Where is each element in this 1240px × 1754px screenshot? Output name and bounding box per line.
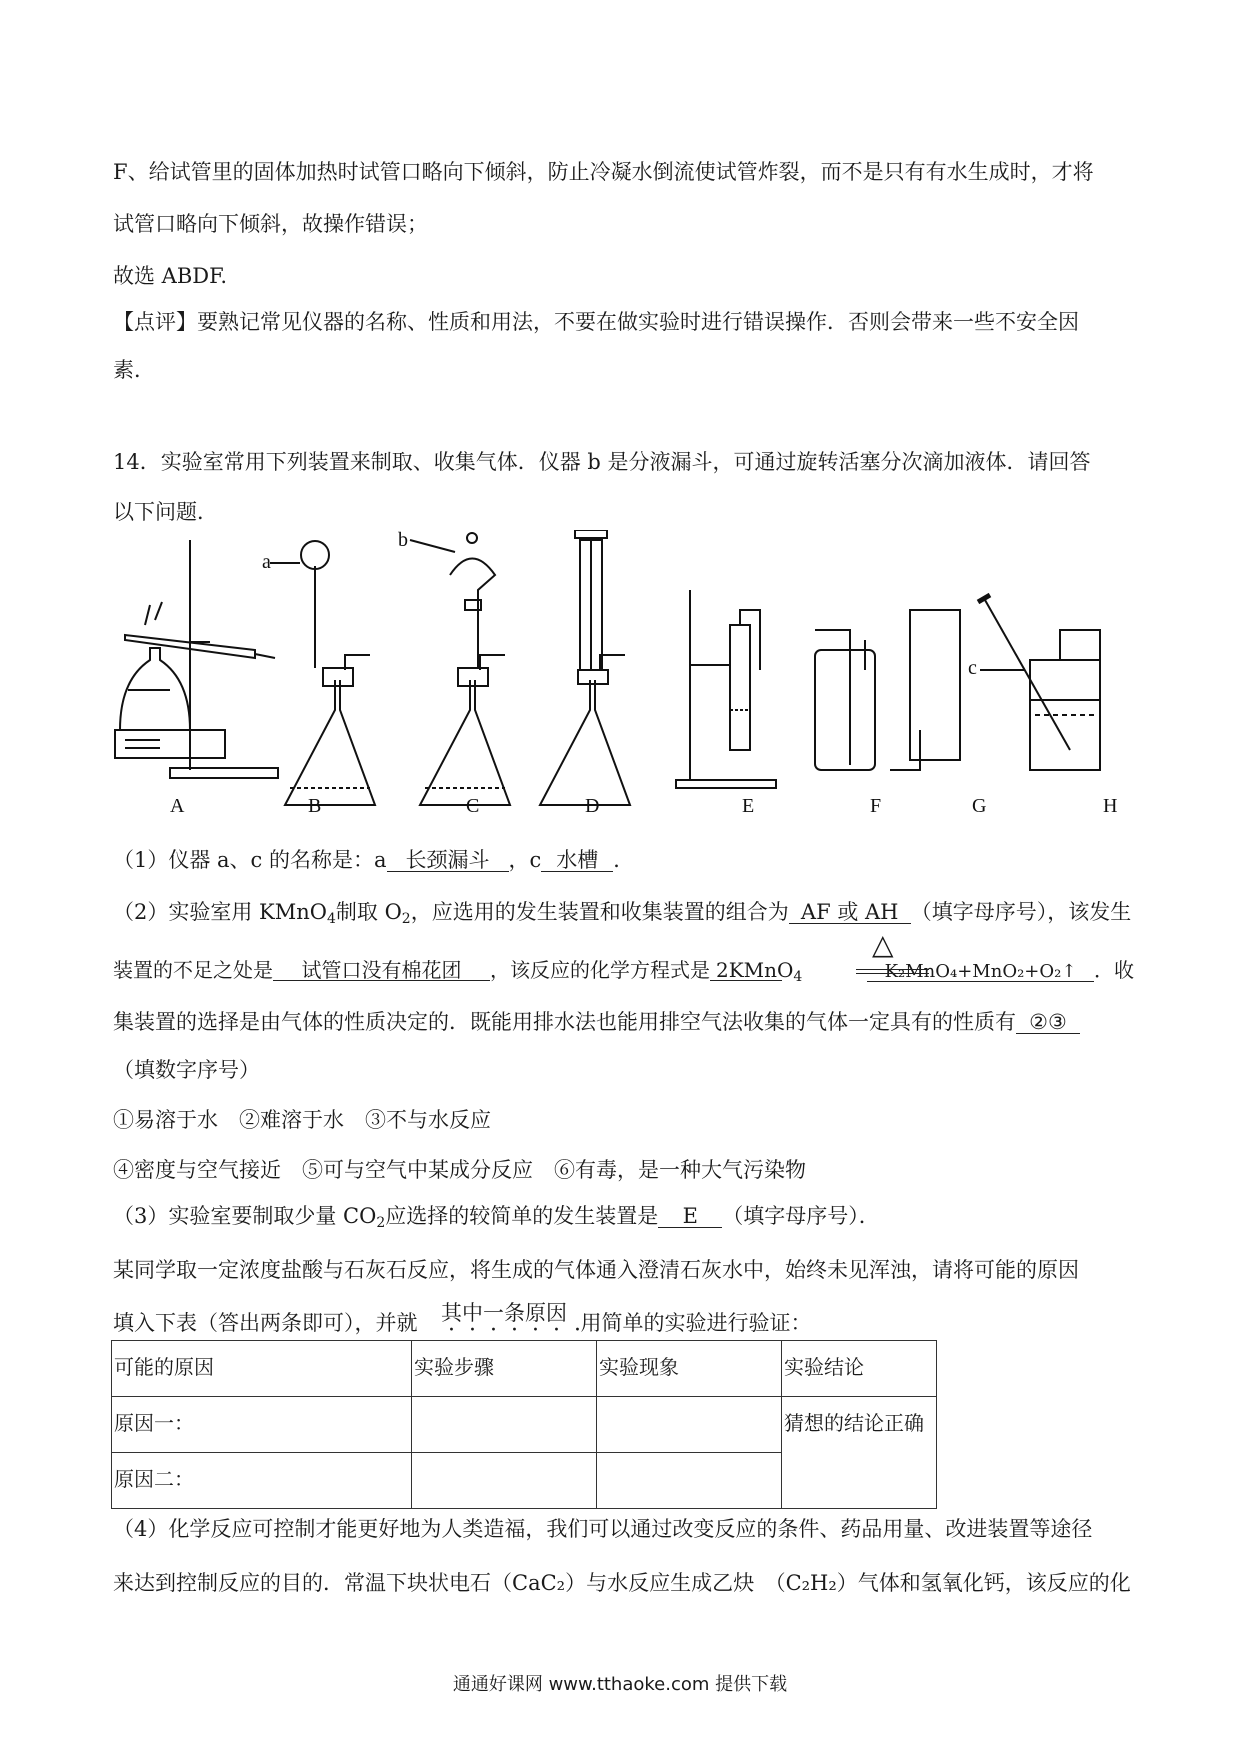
sub-question-3-line-3: 填入下表（答出两条即可），并就 用简单的实验进行验证： [113,1311,812,1335]
delta-sign: △ [872,928,894,961]
table-cell [412,1397,597,1453]
sub-question-2-line-4: （填数字序号） [113,1058,260,1082]
equation-arrow [856,973,929,974]
table-header: 可能的原因 [112,1341,412,1397]
apparatus-h [978,595,1100,770]
table-cell: 原因一： [112,1397,412,1453]
apparatus-e [676,590,776,788]
letter-h: H [1103,795,1118,817]
letter-a: A [170,795,185,817]
emphasis-dots: ······· [448,1318,595,1343]
paragraph-line: 试管口略向下倾斜，故操作错误； [113,212,428,236]
apparatus-f [815,630,875,770]
table-cell [412,1453,597,1509]
paragraph-line: F、给试管里的固体加热时试管口略向下倾斜，防止冷凝水倒流使试管炸裂，而不是只有有水生成时，才将 [113,160,1094,184]
options-line: ①易溶于水 ②难溶于水 ③不与水反应 [113,1108,491,1132]
letter-e: E [742,795,755,817]
sub-question-3-line-2: 某同学取一定浓度盐酸与石灰石反应，将生成的气体通入澄清石灰水中，始终未见浑浊，请将可能的原因 [113,1258,1079,1282]
options-line: ④密度与空气接近 ⑤可与空气中某成分反应 ⑥有毒，是一种大气污染物 [113,1158,806,1182]
label-a: a [262,551,271,573]
comment-line: 【点评】要熟记常见仪器的名称、性质和用法，不要在做实验时进行错误操作．否则会带来一些不安全因 [113,310,1079,334]
letter-c: C [466,795,480,817]
table-cell [597,1397,782,1453]
table-header: 实验现象 [597,1341,782,1397]
apparatus-g [890,610,960,770]
verification-table [111,1340,937,1509]
sub-question-2-line-3: 集装置的选择是由气体的性质决定的．既能用排水法也能用排空气法收集的气体一定具有的性质有 ②③ [113,1012,1080,1034]
paragraph-line: 故选 ABDF. [113,264,228,288]
apparatus-c [410,533,510,805]
label-c: c [968,657,977,679]
sub-question-2-line-2: 装置的不足之处是 试管口没有棉花团 ，该反应的化学方程式是 2KMnO$_4$ K₂MnO₄+MnO₂+O₂↑ ．收 [113,958,1134,985]
table-cell: 原因二： [112,1453,412,1509]
table-cell: 猜想的结论正确 [782,1397,937,1509]
table-header: 实验结论 [782,1341,937,1397]
apparatus-diagram [110,530,1190,830]
table-header: 实验步骤 [412,1341,597,1397]
table-cell [597,1453,782,1509]
sub-question-4-line-2: 来达到控制反应的目的．常温下块状电石（CaC₂）与水反应生成乙炔 （C₂H₂）气体和氢氧化钙，该反应的化 [113,1571,1131,1595]
handwritten-note: 其中一条原因 [441,1301,567,1325]
page-footer: 通通好课网 www.tthaoke.com 提供下载 [452,1674,788,1695]
sub-question-2: （2）实验室用 KMnO4制取 O2，应选用的发生装置和收集装置的组合为 AF 或 AH （填字母序号），该发生 [113,900,1132,927]
letter-f: F [870,795,882,817]
comment-line: 素． [113,358,155,382]
label-b: b [398,530,408,551]
question-14-line: 以下问题． [113,500,218,524]
letter-g: G [972,795,987,817]
sub-question-4: （4）化学反应可控制才能更好地为人类造福，我们可以通过改变反应的条件、药品用量、改进装置等途径 [113,1517,1093,1541]
apparatus-a [115,540,278,778]
sub-question-3: （3）实验室要制取少量 CO2应选择的较简单的发生装置是 E （填字母序号）． [113,1204,880,1231]
apparatus-b [270,541,375,805]
sub-question-1: （1）仪器 a、c 的名称是：a 长颈漏斗 ，c 水槽 ． [113,848,635,872]
letter-b: B [308,795,322,817]
apparatus-d [540,530,630,805]
equation-arrow [856,969,929,970]
question-14-line: 14．实验室常用下列装置来制取、收集气体．仪器 b 是分液漏斗，可通过旋转活塞分次滴加液体．请回答 [113,450,1091,474]
letter-d: D [585,795,600,817]
